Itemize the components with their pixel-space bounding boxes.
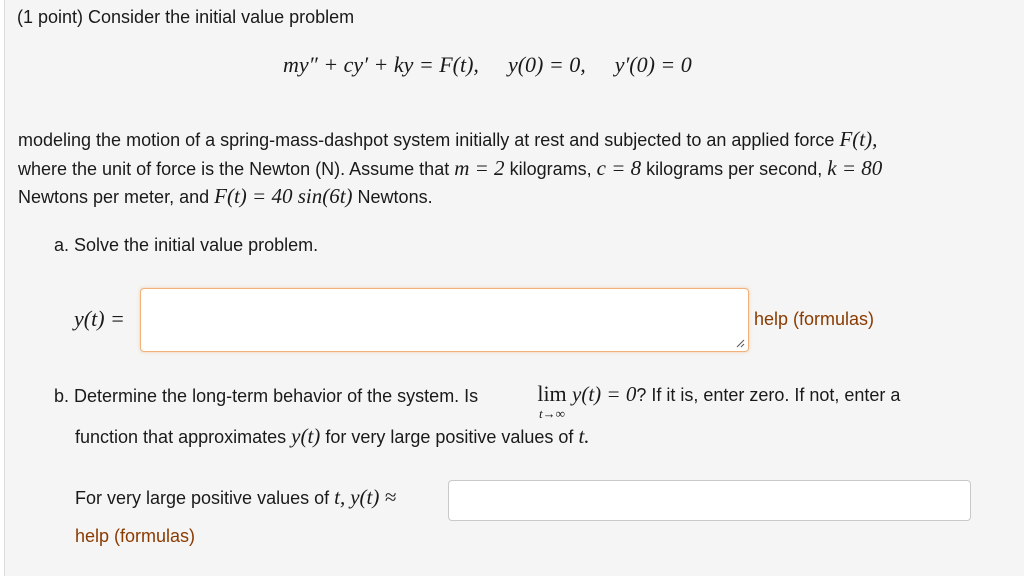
initial-condition-1: y(0) = 0, bbox=[507, 52, 586, 77]
force-expression: F(t) = 40 sin(6t) bbox=[214, 184, 353, 208]
part-a-help-link[interactable]: help (formulas) bbox=[754, 309, 875, 329]
limit-operator bbox=[532, 381, 572, 421]
part-b-help-link[interactable]: help (formulas) bbox=[75, 526, 196, 546]
limit-word: lim bbox=[537, 381, 567, 406]
part-b-answer-label: For very large positive values of t, y(t) ≈ bbox=[75, 485, 397, 509]
description-line-2: where the unit of force is the Newton (N). Assume that m = 2 kilograms, c = 8 kilograms per second, k = 80 bbox=[18, 156, 883, 180]
description-line-3: Newtons per meter, and F(t) = 40 sin(6t) Newtons. bbox=[18, 184, 433, 208]
spring-constant-value: k = 80 bbox=[827, 156, 883, 180]
part-b-prompt-start: b. Determine the long-term behavior of the system. Is bbox=[54, 386, 479, 406]
resize-handle-icon[interactable] bbox=[735, 338, 745, 348]
limit-subscript: t→∞ bbox=[539, 406, 565, 421]
initial-condition-2: y′(0) = 0 bbox=[614, 52, 692, 77]
damping-value: c = 8 bbox=[596, 156, 642, 180]
problem-header: (1 point) Consider the initial value problem bbox=[17, 7, 355, 27]
ivp-equation bbox=[283, 50, 692, 80]
part-a-answer-label: y(t) = bbox=[74, 306, 125, 331]
part-b-prompt-rest: y(t) = 0? If it is, enter zero. If not, enter a bbox=[572, 382, 901, 406]
part-a-prompt: a. Solve the initial value problem. bbox=[54, 235, 319, 255]
force-symbol: F(t), bbox=[839, 127, 878, 151]
part-a-answer-input[interactable] bbox=[140, 288, 749, 352]
part-b-answer-input[interactable] bbox=[448, 480, 971, 521]
mass-value: m = 2 bbox=[454, 156, 505, 180]
ode-expression: my″ + cy′ + ky = F(t), bbox=[283, 52, 479, 77]
part-b-prompt-line-2: function that approximates y(t) for very large positive values of t. bbox=[75, 424, 590, 448]
limit-expression: y(t) = 0 bbox=[572, 382, 637, 406]
description-line-1: modeling the motion of a spring-mass-dashpot system initially at rest and subjected to an applied force F(t), bbox=[18, 127, 878, 151]
